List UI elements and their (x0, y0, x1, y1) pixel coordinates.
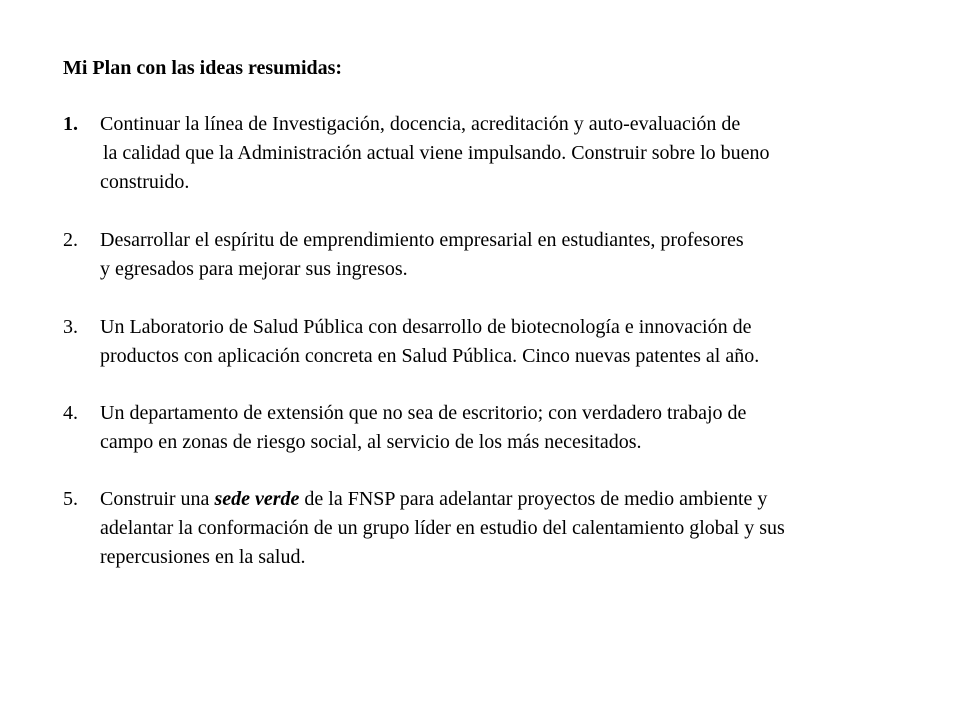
item-line: productos con aplicación concreta en Salud Pública. Cinco nuevas patentes al año. (100, 345, 760, 367)
item-number: 5. (63, 488, 78, 510)
item-line: Continuar la línea de Investigación, docencia, acreditación y auto-evaluación de (100, 113, 741, 135)
item-line: construido. (100, 171, 190, 193)
item-text-segment: Construir una (100, 488, 215, 510)
item-text (100, 313, 759, 371)
item-number: 3. (63, 316, 78, 338)
item-number: 2. (63, 229, 78, 251)
item-text (100, 485, 785, 572)
item-line: la calidad que la Administración actual viene impulsando. Construir sobre lo bueno (103, 142, 770, 164)
item-line: campo en zonas de riesgo social, al servicio de los más necesitados. (100, 431, 642, 453)
item-line: Un Laboratorio de Salud Pública con desarrollo de biotecnología e innovación de (100, 316, 752, 338)
item-line: Un departamento de extensión que no sea de escritorio; con verdadero trabajo de (100, 402, 747, 424)
item-number: 1. (63, 113, 78, 135)
item-line: adelantar la conformación de un grupo líder en estudio del calentamiento global y sus (100, 517, 785, 539)
item-number: 4. (63, 402, 78, 424)
slide-title: Mi Plan con las ideas resumidas: (63, 57, 343, 79)
emphasized-term: sede verde (214, 488, 300, 510)
item-text (100, 110, 770, 197)
item-line: Desarrollar el espíritu de emprendimiento empresarial en estudiantes, profesores (100, 229, 744, 251)
item-text-segment: de la FNSP para adelantar proyectos de medio ambiente y (299, 488, 768, 510)
item-text (100, 399, 746, 457)
item-line (100, 485, 785, 514)
item-text (100, 226, 744, 284)
item-line: repercusiones en la salud. (100, 546, 306, 568)
item-line: y egresados para mejorar sus ingresos. (100, 258, 408, 280)
